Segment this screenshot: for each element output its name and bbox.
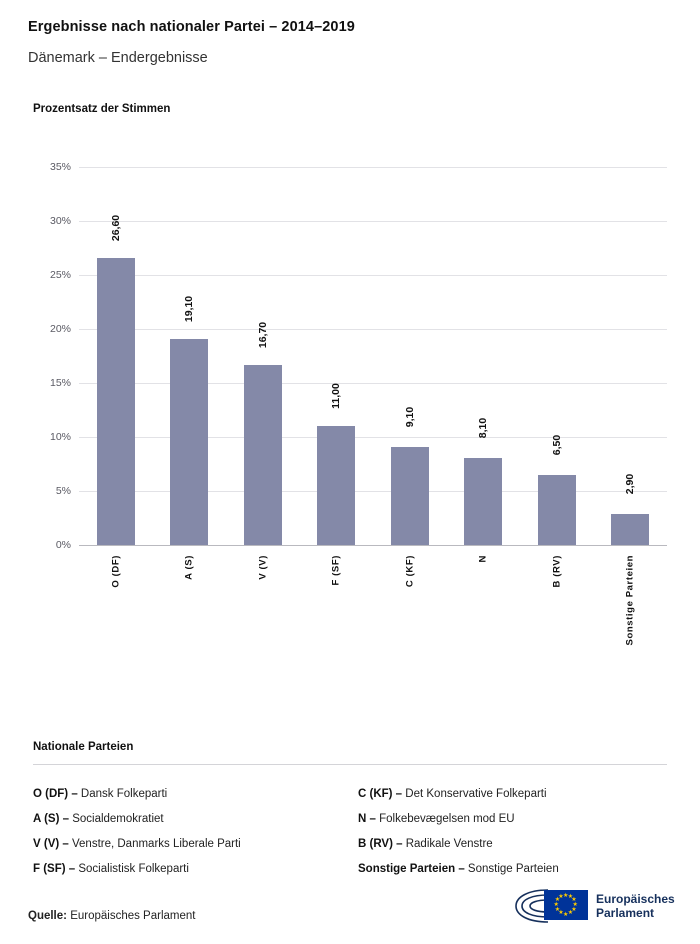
legend-item (33, 812, 343, 826)
y-axis-tick-label: 10% (49, 431, 71, 443)
bar-series (79, 167, 667, 646)
source-value: Europäisches Parlament (70, 910, 196, 922)
bar-value-label: 8,10 (477, 417, 490, 438)
bar-group (79, 167, 153, 588)
y-axis-tick-label: 20% (49, 323, 71, 335)
eu-star-icon: ★ (567, 893, 574, 900)
legend-item (358, 812, 668, 826)
bar-value-label: 2,90 (624, 473, 637, 494)
ep-logo-line1: Europäisches (596, 892, 675, 906)
legend-item-name: Folkebevægelsen mod EU (375, 813, 515, 825)
eu-star-icon: ★ (558, 910, 564, 917)
eu-star-icon: ★ (554, 897, 561, 904)
x-axis-category-label: C (KF) (404, 555, 416, 588)
bar-group (520, 167, 594, 588)
legend-item (358, 837, 668, 851)
bar-group (300, 167, 374, 586)
x-axis-category-label: A (S) (183, 555, 195, 580)
source-note (28, 910, 195, 922)
plot-area (49, 161, 667, 646)
x-axis-category-label: V (V) (257, 555, 269, 580)
legend-item (33, 837, 343, 851)
legend-item-abbr: N – (358, 813, 376, 825)
legend-item-name: Dansk Folkeparti (77, 788, 168, 800)
legend-divider (33, 764, 667, 765)
legend-item-abbr: A (S) – (33, 813, 69, 825)
x-axis-category-label: O (DF) (110, 555, 122, 588)
y-axis-tick-label: 0% (55, 539, 71, 551)
page-subtitle: Dänemark – Endergebnisse (28, 50, 208, 66)
bar[interactable] (317, 426, 355, 545)
bar[interactable] (391, 447, 429, 545)
bar[interactable] (244, 365, 282, 545)
bar-chart (33, 140, 667, 646)
bar-value-label: 6,50 (550, 434, 563, 456)
y-axis-tick-label: 35% (49, 161, 71, 173)
legend-item-abbr: B (RV) – (358, 838, 403, 850)
bar[interactable] (170, 339, 208, 545)
legend-item-name: Det Konservative Folkeparti (402, 788, 547, 800)
legend-item-name: Sonstige Parteien (464, 863, 559, 875)
bar[interactable] (611, 514, 649, 545)
eu-star-icon: ★ (571, 897, 577, 904)
legend-column-left (33, 787, 343, 887)
legend-item (33, 862, 343, 876)
bar-group (594, 167, 668, 646)
y-axis-tick-label: 5% (55, 485, 71, 497)
y-axis-title: Prozentsatz der Stimmen (33, 103, 171, 115)
legend-item-name: Radikale Venstre (402, 838, 493, 850)
eu-star-icon: ★ (572, 902, 578, 908)
source-label: Quelle: (28, 910, 67, 922)
ep-logo-line2: Parlament (596, 906, 655, 920)
y-axis-tick-label: 25% (49, 269, 71, 281)
y-axis-tick-label: 15% (49, 377, 71, 389)
legend-item-abbr: Sonstige Parteien – (358, 863, 465, 875)
ep-logo-text (596, 892, 675, 920)
bar-value-label: 11,00 (330, 383, 343, 410)
bar[interactable] (538, 475, 576, 545)
y-axis-tick-label: 30% (49, 215, 71, 227)
bar-value-label: 16,70 (256, 321, 269, 348)
eu-star-icon: ★ (554, 906, 561, 913)
eu-star-icon: ★ (567, 910, 574, 917)
legend-item (33, 787, 343, 801)
bar-group (153, 167, 227, 580)
bar-value-label: 9,10 (403, 406, 416, 427)
legend-item (358, 787, 668, 801)
legend-item-abbr: C (KF) – (358, 788, 403, 800)
legend-item-name: Socialistisk Folkeparti (75, 863, 189, 875)
legend-item-name: Socialdemokratiet (69, 813, 164, 825)
x-axis-category-label: N (477, 555, 489, 563)
bar[interactable] (464, 458, 502, 545)
ep-emblem-icon (512, 884, 588, 928)
x-axis-category-label: Sonstige Parteien (624, 555, 636, 646)
bar-group (447, 167, 521, 563)
eu-star-icon: ★ (553, 902, 559, 908)
eu-star-icon: ★ (571, 906, 577, 913)
eu-star-icon: ★ (558, 893, 564, 900)
eu-star-icon: ★ (563, 911, 569, 918)
gridline (55, 539, 667, 551)
bar-value-label: 19,10 (183, 295, 196, 322)
legend-item-abbr: O (DF) – (33, 788, 78, 800)
bar[interactable] (97, 258, 135, 545)
page-title: Ergebnisse nach nationaler Partei – 2014–2019 (28, 19, 355, 35)
x-axis-category-label: F (SF) (330, 555, 342, 586)
eu-star-icon: ★ (563, 892, 569, 899)
legend-item-abbr: F (SF) – (33, 863, 76, 875)
legend-column-right (358, 787, 668, 887)
legend-item-name: Venstre, Danmarks Liberale Parti (68, 838, 241, 850)
x-axis-category-label: B (RV) (551, 555, 563, 588)
bar-group (226, 167, 300, 580)
legend-item-abbr: V (V) – (33, 838, 69, 850)
legend-item (358, 862, 668, 876)
european-parliament-logo (512, 884, 675, 928)
legend-title: Nationale Parteien (33, 741, 134, 753)
bar-value-label: 26,60 (109, 214, 122, 241)
eu-stars-icon (544, 890, 588, 920)
bar-group (373, 167, 447, 588)
